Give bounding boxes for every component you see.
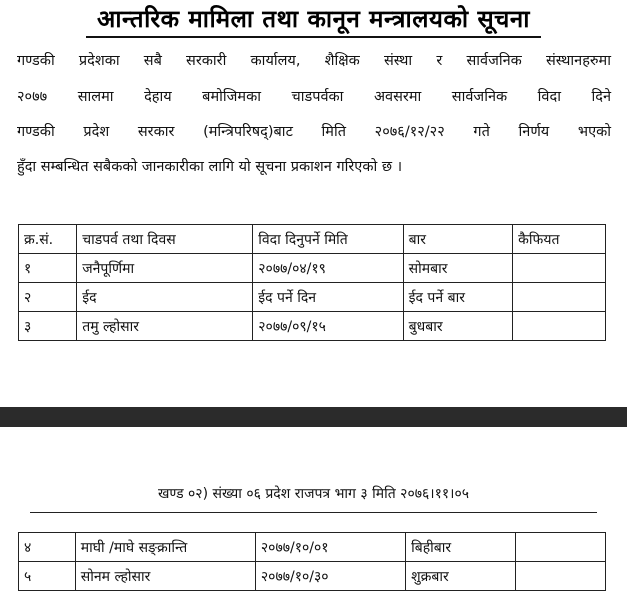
cell-festival: माघी /माघे सङ्क्रान्ति <box>75 533 255 562</box>
cell-festival: सोनम ल्होसार <box>75 562 255 591</box>
table-row <box>19 283 606 312</box>
cell-serial: १ <box>19 254 77 283</box>
cell-date: २०७७/१०/३० <box>255 562 405 591</box>
title-underline <box>86 36 541 38</box>
cell-date: २०७७/०९/१५ <box>253 312 403 341</box>
header-festival: चाडपर्व तथा दिवस <box>77 225 253 254</box>
table-row <box>19 533 606 562</box>
cell-remarks <box>515 562 605 591</box>
cell-date: ईद पर्ने दिन <box>253 283 403 312</box>
header-serial: क्र.सं. <box>19 225 77 254</box>
header-remarks: कैफियत <box>513 225 606 254</box>
cell-date: २०७७/०४/१९ <box>253 254 403 283</box>
cell-festival: जनैपूर्णिमा <box>77 254 253 283</box>
notice-paragraph-line-1: गण्डकी प्रदेशका सबै सरकारी कार्यालय, शैक्षिक संस्था र सार्वजनिक संस्थानहरुमा <box>17 53 611 69</box>
cell-weekday: सोमबार <box>403 254 513 283</box>
header-weekday: बार <box>403 225 513 254</box>
cell-weekday: बुधबार <box>403 312 513 341</box>
header-holiday-date: विदा दिनुपर्ने मिति <box>253 225 403 254</box>
table-row <box>19 562 606 591</box>
notice-paragraph-line-2: २०७७ सालमा देहाय बमोजिमका चाडपर्वका अवसरमा सार्वजनिक विदा दिने <box>17 89 611 105</box>
notice-paragraph-line-3: गण्डकी प्रदेश सरकार (मन्त्रिपरिषद्)बाट मिति २०७६/१२/२२ गते निर्णय भएको <box>17 124 611 140</box>
notice-paragraph-line-4: हुँदा सम्बन्धित सबैकको जानकारीका लागि यो सूचना प्रकाशन गरिएको छ । <box>17 159 403 175</box>
cell-serial: ३ <box>19 312 77 341</box>
cell-weekday: बिहीबार <box>406 533 516 562</box>
cell-serial: ४ <box>19 533 76 562</box>
gazette-reference: खण्ड ०२) संख्या ०६ प्रदेश राजपत्र भाग ३ मिति २०७६।११।०५ <box>157 486 470 502</box>
cell-festival: ईद <box>77 283 253 312</box>
notice-title: आन्तरिक मामिला तथा कानून मन्त्रालयको सूचना <box>97 5 530 33</box>
cell-remarks <box>513 312 606 341</box>
cell-remarks <box>513 254 606 283</box>
cell-weekday: शुक्रबार <box>406 562 516 591</box>
holiday-table-continued <box>18 532 606 591</box>
cell-festival: तमु ल्होसार <box>77 312 253 341</box>
cell-serial: २ <box>19 283 77 312</box>
cell-serial: ५ <box>19 562 76 591</box>
cell-remarks <box>515 533 605 562</box>
holiday-table <box>18 224 606 341</box>
cell-weekday: ईद पर्ने बार <box>403 283 513 312</box>
table-header-row <box>19 225 606 254</box>
cell-remarks <box>513 283 606 312</box>
table-row <box>19 254 606 283</box>
dark-divider-band <box>0 407 627 427</box>
gazette-reference-underline <box>30 512 597 513</box>
cell-date: २०७७/१०/०१ <box>255 533 405 562</box>
table-row <box>19 312 606 341</box>
